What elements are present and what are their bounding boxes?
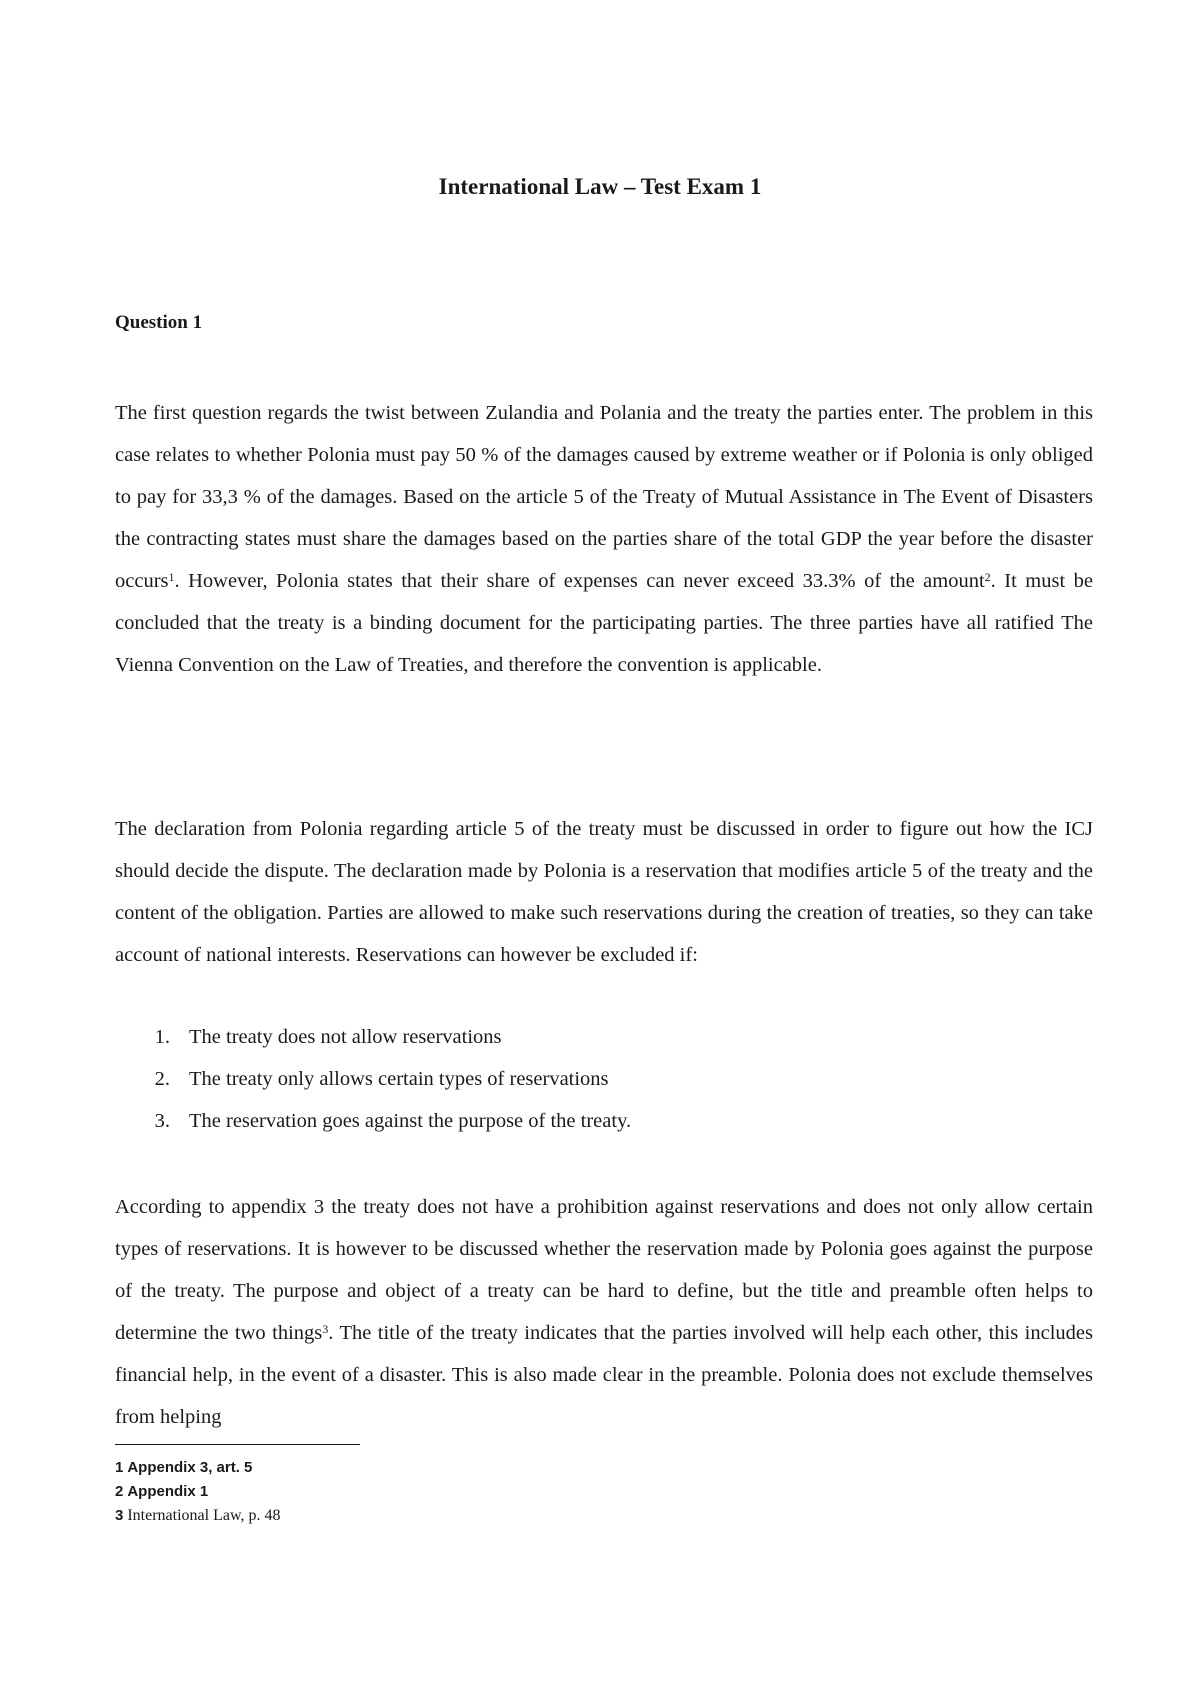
footnote-text: Appendix 1 bbox=[127, 1483, 209, 1500]
list-item bbox=[115, 1100, 1093, 1142]
footnote bbox=[115, 1456, 280, 1480]
paragraph-1 bbox=[115, 392, 1093, 686]
footnotes bbox=[115, 1456, 280, 1528]
footnote-text: Appendix 3, art. 5 bbox=[127, 1459, 253, 1476]
footnote-ref-1: 1 bbox=[168, 570, 175, 584]
reservation-conditions-list bbox=[115, 1016, 1093, 1142]
list-item bbox=[115, 1016, 1093, 1058]
footnote bbox=[115, 1480, 280, 1504]
question-heading: Question 1 bbox=[115, 312, 203, 333]
footnote-number: 3 bbox=[115, 1507, 124, 1524]
paragraph-3-text-b: . The title of the treaty indicates that the parties involved will help each other, this includes financial help, in the event of a disaster. This is also made clear in the preamble. Polonia does not exclude themselves from helping bbox=[115, 1322, 1093, 1428]
paragraph-1-text-b: . However, Polonia states that their share of expenses can never exceed 33.3% of the amount bbox=[174, 570, 985, 592]
list-item-text: The reservation goes against the purpose of the treaty. bbox=[189, 1110, 632, 1132]
paragraph-1-text-a: The first question regards the twist between Zulandia and Polania and the treaty the parties enter. The problem in this case relates to whether Polonia must pay 50 % of the damages caused by extreme weather or if Polonia is only obliged to pay for 33,3 % of the damages. Based on the article 5 of the Treaty of Mutual Assistance in The Event of Disasters the contracting states must share the damages based on the parties share of the total GDP the year before the disaster occurs bbox=[115, 402, 1093, 592]
paragraph-1-text-c: . It must be concluded that the treaty is a binding document for the participating parties. The three parties have all ratified The Vienna Convention on the Law of Treaties, and therefore the convention is applicable. bbox=[115, 570, 1093, 676]
list-item-number: 1. bbox=[154, 1026, 170, 1048]
footnote-number: 1 bbox=[115, 1459, 124, 1476]
footnote bbox=[115, 1504, 280, 1528]
footnote-text: International Law, p. 48 bbox=[127, 1507, 281, 1524]
footnote-ref-3: 3 bbox=[322, 1322, 329, 1336]
list-item-text: The treaty only allows certain types of reservations bbox=[189, 1068, 609, 1090]
list-item bbox=[115, 1058, 1093, 1100]
paragraph-2: The declaration from Polonia regarding article 5 of the treaty must be discussed in order to figure out how the ICJ should decide the dispute. The declaration made by Polonia is a reservation that modifies article 5 of the treaty and the content of the obligation. Parties are allowed to make such reservations during the creation of treaties, so they can take account of national interests. Reservations can however be excluded if: bbox=[115, 818, 1093, 966]
list-item-number: 3. bbox=[154, 1110, 170, 1132]
list-item-number: 2. bbox=[154, 1068, 170, 1090]
footnote-separator bbox=[115, 1444, 360, 1445]
document-title: International Law – Test Exam 1 bbox=[438, 174, 762, 199]
paragraph-3 bbox=[115, 1186, 1093, 1438]
list-item-text: The treaty does not allow reservations bbox=[189, 1026, 502, 1048]
paragraph-3-text-a: According to appendix 3 the treaty does not have a prohibition against reservations and does not only allow certain types of reservations. It is however to be discussed whether the reservation made by Polonia goes against the purpose of the treaty. The purpose and object of a treaty can be hard to define, but the title and preamble often helps to determine the two things bbox=[115, 1196, 1093, 1344]
footnote-ref-2: 2 bbox=[984, 570, 991, 584]
footnote-number: 2 bbox=[115, 1483, 124, 1500]
